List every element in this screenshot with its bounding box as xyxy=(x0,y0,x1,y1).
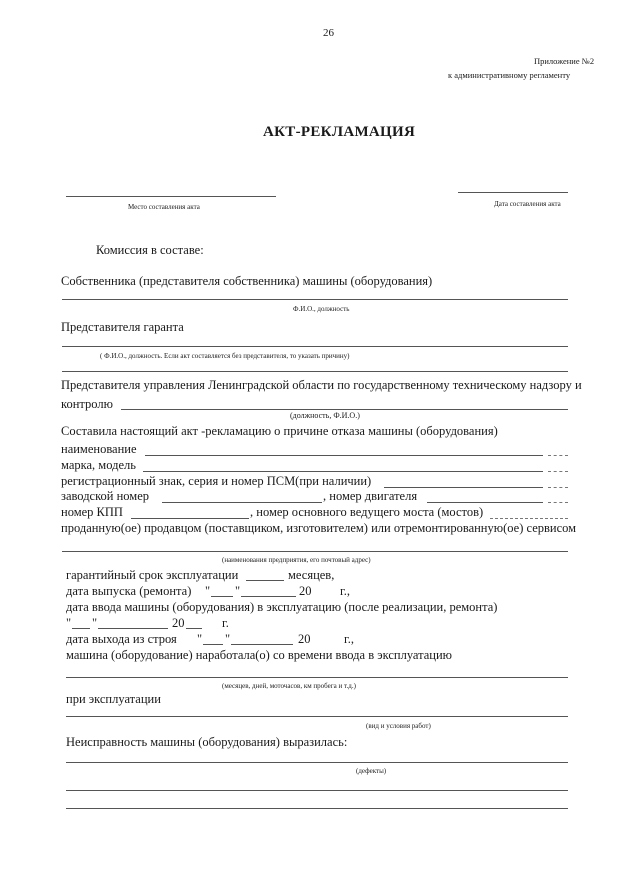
fio-caption: Ф.И.О., должность xyxy=(293,305,350,313)
failure-year-suffix: г., xyxy=(344,632,354,646)
factory-number-label: заводской номер xyxy=(61,489,150,503)
guarantor-blank xyxy=(62,346,568,347)
malfunction-blank xyxy=(66,762,568,763)
sold-label: проданную(ое) продавцом (поставщиком, изготовителем) или отремонтированную(ое) сервисом xyxy=(61,521,577,535)
warranty-unit: месяцев, xyxy=(288,568,335,582)
sold-blank xyxy=(62,551,568,552)
guarantor-label: Представителя гаранта xyxy=(61,320,184,334)
brand-blank xyxy=(143,471,543,472)
malfunction-blank-3 xyxy=(66,808,568,809)
warranty-blank xyxy=(246,580,284,581)
position-caption: (должность, Ф.И.О.) xyxy=(290,411,360,420)
operated-label: машина (оборудование) наработала(о) со времени ввода в эксплуатацию xyxy=(66,648,453,662)
document-title: АКТ-РЕКЛАМАЦИЯ xyxy=(263,124,416,140)
engine-number-blank-tail xyxy=(548,502,568,503)
release-quote-close: " xyxy=(235,584,241,598)
warranty-label: гарантийный срок эксплуатации xyxy=(66,568,239,582)
place-caption: Место составления акта xyxy=(128,203,200,211)
authority-blank xyxy=(121,409,568,410)
release-day-blank xyxy=(211,596,233,597)
axle-number-blank xyxy=(490,518,568,519)
release-quote-open: " xyxy=(205,584,211,598)
failure-quote-close: " xyxy=(225,632,231,646)
appendix-label: Приложение №2 xyxy=(534,56,595,66)
owner-label: Собственника (представителя собственника) машины (оборудования) xyxy=(61,274,433,288)
release-year-suffix: г., xyxy=(340,584,350,598)
commission-label: Комиссия в составе: xyxy=(96,243,204,257)
brand-label: марка, модель xyxy=(61,458,136,472)
factory-number-blank xyxy=(162,502,322,503)
failure-date-label: дата выхода из строя xyxy=(66,632,177,646)
cd-quote-open: " xyxy=(66,616,72,630)
name-label: наименование xyxy=(61,442,137,456)
name-blank xyxy=(145,455,543,456)
engine-number-label: , номер двигателя xyxy=(323,489,418,503)
guarantor-blank-2 xyxy=(62,371,568,372)
appendix-reference: к административному регламенту xyxy=(448,70,571,80)
release-year: 20 xyxy=(299,584,312,598)
work-type-caption: (вид и условия работ) xyxy=(366,722,431,730)
page-number: 26 xyxy=(323,27,334,39)
failure-day-blank xyxy=(203,644,223,645)
release-label: дата выпуска (ремонта) xyxy=(66,584,192,598)
axle-number-label: , номер основного ведущего моста (мостов) xyxy=(250,505,484,519)
commission-date-label: дата ввода машины (оборудования) в эксплуатацию (после реализации, ремонта) xyxy=(66,600,498,614)
during-blank xyxy=(66,716,568,717)
compiled-label: Составила настоящий акт -рекламацию о причине отказа машины (оборудования) xyxy=(61,424,498,438)
engine-number-blank xyxy=(427,502,543,503)
cd-month-blank xyxy=(98,628,168,629)
authority-label-2: контролю xyxy=(61,397,113,411)
enterprise-caption: (наименования предприятия, его почтовый адрес) xyxy=(222,556,371,564)
cd-year: 20 xyxy=(172,616,185,630)
cd-quote-close: " xyxy=(92,616,98,630)
authority-label: Представителя управления Ленинградской области по государственному техническому надзору и xyxy=(61,378,582,392)
release-month-blank xyxy=(241,596,296,597)
malfunction-label: Неисправность машины (оборудования) выразилась: xyxy=(66,735,348,749)
cd-year-suffix: г. xyxy=(222,616,229,630)
reg-sign-label: регистрационный знак, серия и номер ПСМ(при наличии) xyxy=(61,474,372,488)
guarantor-caption: ( Ф.И.О., должность. Если акт составляется без представителя, то указать причину) xyxy=(100,352,350,360)
operation-time-caption: (месяцев, дней, моточасов, км пробега и т.д.) xyxy=(222,682,356,690)
brand-blank-tail xyxy=(548,471,568,472)
operated-blank xyxy=(66,677,568,678)
failure-month-blank xyxy=(231,644,293,645)
kpp-blank xyxy=(131,518,249,519)
date-caption: Дата составления акта xyxy=(494,200,561,208)
failure-year: 20 xyxy=(298,632,311,646)
name-blank-tail xyxy=(548,455,568,456)
place-blank xyxy=(66,196,276,197)
during-label: при эксплуатации xyxy=(66,692,161,706)
kpp-label: номер КПП xyxy=(61,505,123,519)
reg-sign-blank-tail xyxy=(548,487,568,488)
date-blank xyxy=(458,192,568,193)
cd-day-blank xyxy=(72,628,90,629)
defects-caption: (дефекты) xyxy=(356,767,387,775)
cd-year-blank xyxy=(186,628,202,629)
reg-sign-blank xyxy=(384,487,543,488)
failure-quote-open: " xyxy=(197,632,203,646)
malfunction-blank-2 xyxy=(66,790,568,791)
owner-blank xyxy=(62,299,568,300)
